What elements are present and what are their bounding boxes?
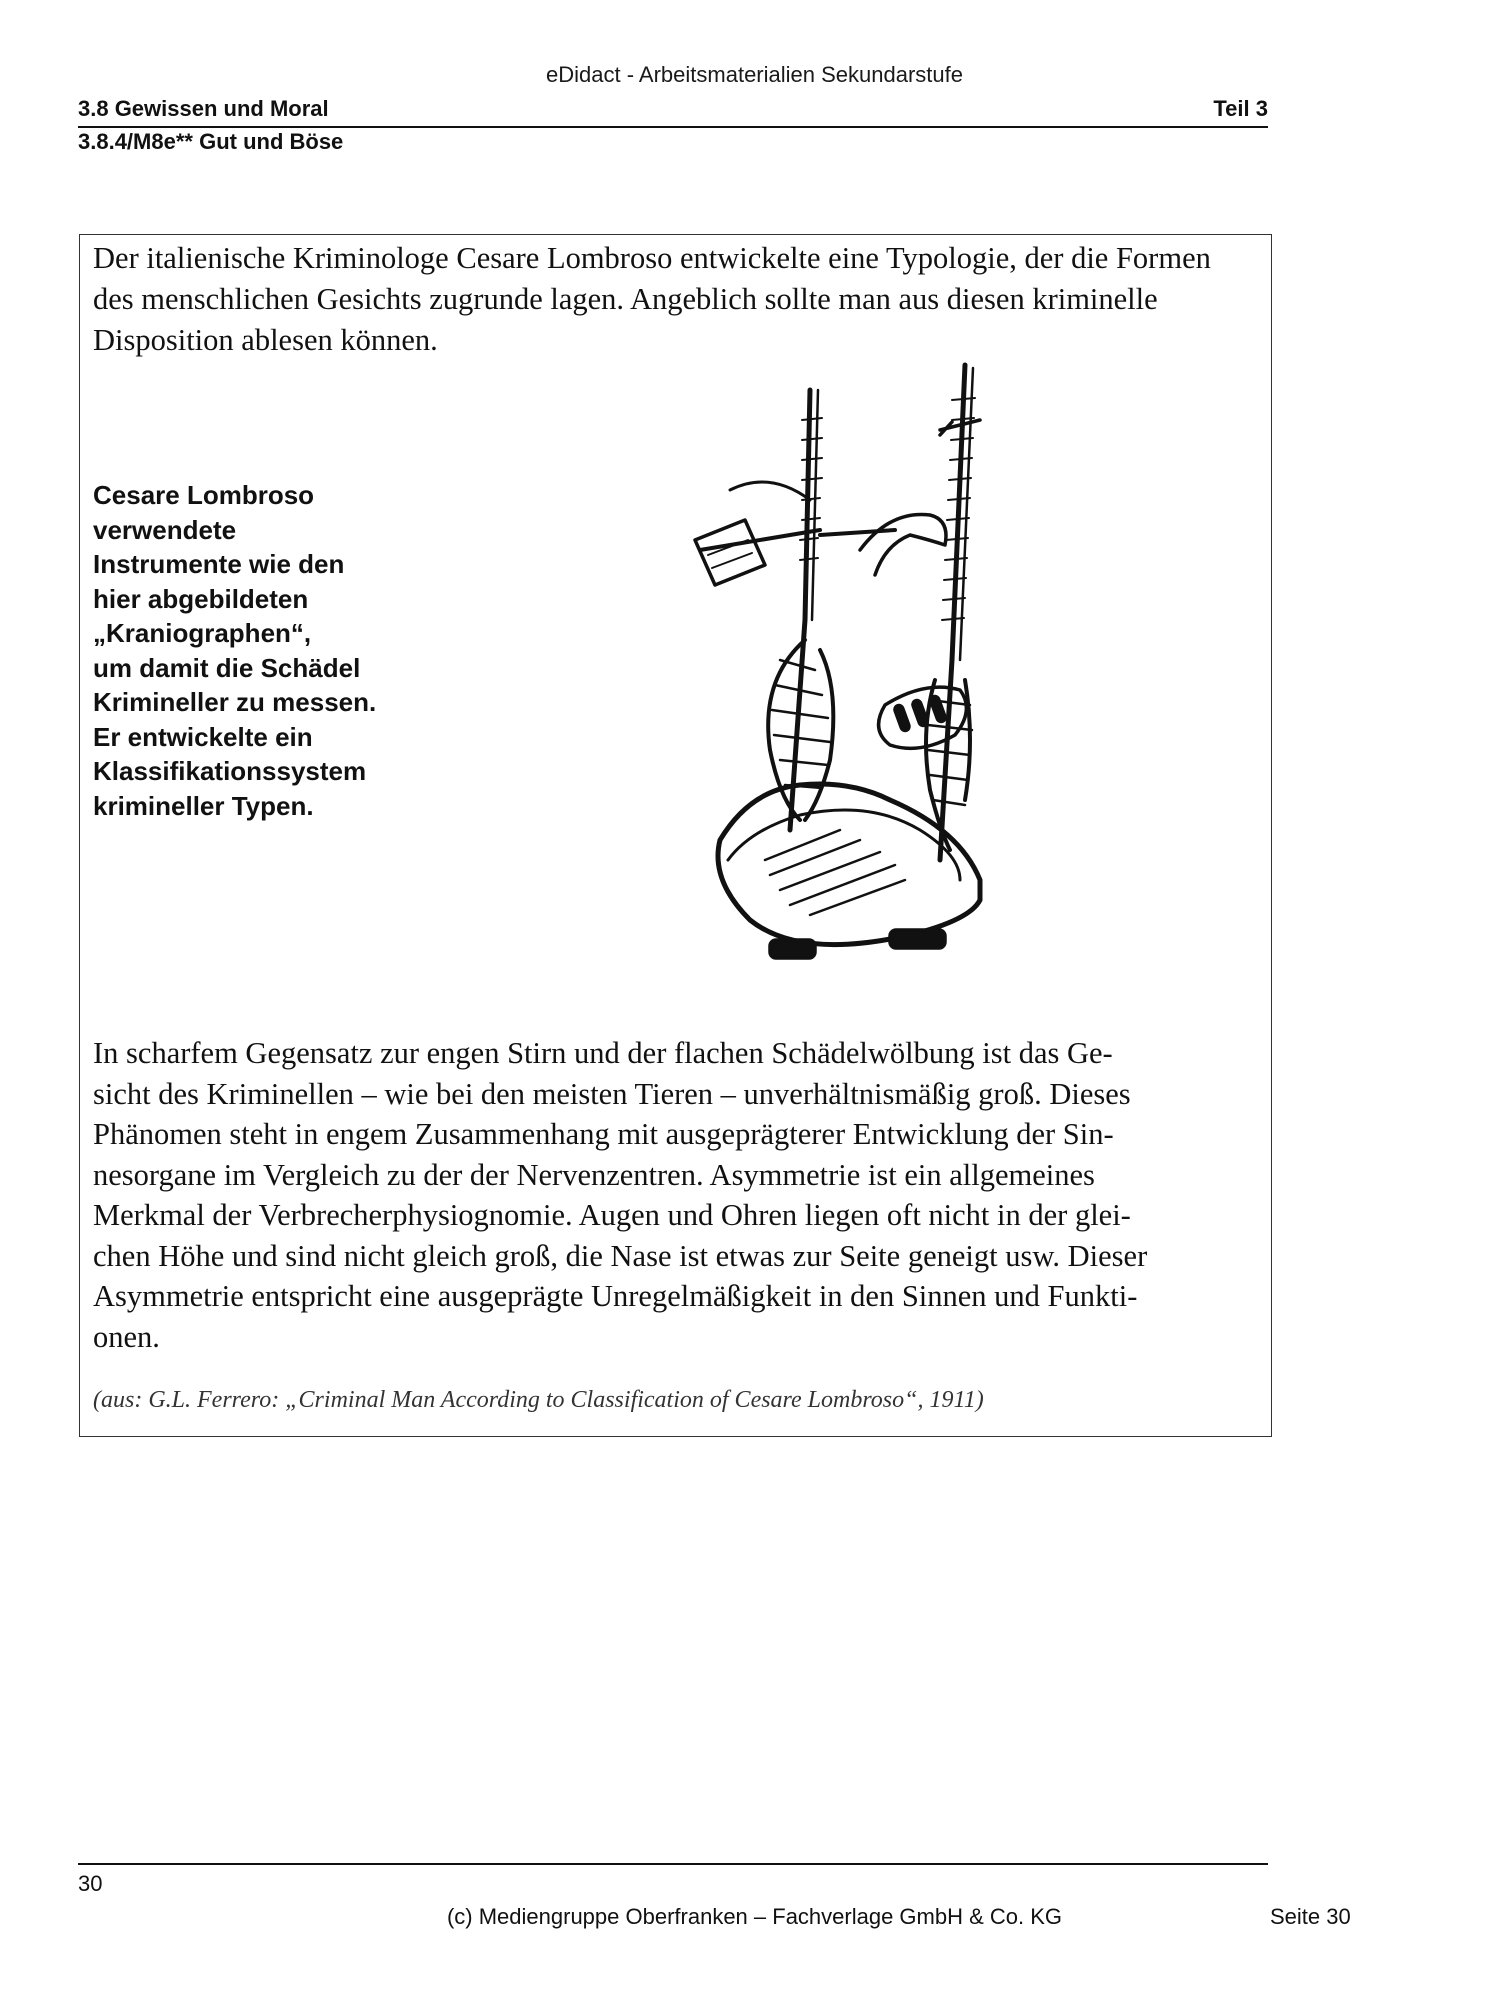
quote-line: onen. [93, 1319, 160, 1354]
caption-line: krimineller Typen. [93, 790, 314, 821]
chapter-title: 3.8 Gewissen und Moral [78, 96, 329, 121]
caption-line: verwendete [93, 514, 237, 545]
caption-line: Cesare Lombroso [93, 480, 315, 510]
caption-line: Krimineller zu messen. [93, 687, 377, 717]
quote-line: In scharfem Gegensatz zur engen Stirn und der flachen Schädelwölbung ist das Ge- [93, 1036, 1113, 1070]
chapter-header [78, 96, 1268, 124]
intro-text: Der italienische Kriminologe Cesare Lombroso entwickelte eine Typologie, der die Formen des menschlichen Gesichts zugrunde lagen. Angeblich sollte man aus diesen kriminelle Disposition ablesen können. [93, 241, 1211, 357]
caption-line: „Kraniographen“, [93, 618, 312, 648]
page-label: Seite 30 [1270, 1904, 1351, 1929]
caption-line: hier abgebildeten [93, 583, 309, 614]
caption-line: um damit die Schädel [93, 652, 361, 683]
lombroso-quote [93, 1033, 1258, 1357]
quote-line: Merkmal der Verbrecherphysiognomie. Augen und Ohren liegen oft nicht in der glei- [93, 1198, 1131, 1232]
section-title: 3.8.4/M8e** Gut und Böse [78, 129, 344, 154]
quote-line: Asymmetrie entspricht eine ausgeprägte Unregelmäßigkeit in den Sinnen und Funkti- [93, 1279, 1138, 1313]
quote-line: chen Höhe und sind nicht gleich groß, die Nase ist etwas zur Seite geneigt usw. Dieser [93, 1238, 1148, 1273]
caption-line: Klassifikationssystem [93, 756, 367, 786]
part-label: Teil 3 [1213, 96, 1268, 121]
header-divider [78, 126, 1268, 128]
site-title: eDidact - Arbeitsmaterialien Sekundarstufe [546, 62, 963, 87]
copyright-notice: (c) Mediengruppe Oberfranken – Fachverlage GmbH & Co. KG [446, 1904, 1063, 1929]
page-number: 30 [78, 1871, 103, 1896]
caption-line: Instrumente wie den [93, 549, 345, 579]
quote-line: nesorgane im Vergleich zu der der Nervenzentren. Asymmetrie ist ein allgemeines [93, 1157, 1095, 1192]
quote-line: sicht des Kriminellen – wie bei den meisten Tieren – unverhältnismäßig groß. Dieses [93, 1076, 1131, 1111]
footer-divider [78, 1863, 1268, 1865]
quote-line: Phänomen steht in engem Zusammenhang mit ausgeprägterer Entwicklung der Sin- [93, 1117, 1114, 1151]
craniograph-illustration-icon [690, 360, 1010, 980]
caption-line: Er entwickelte ein [93, 721, 313, 752]
source-citation: (aus: G.L. Ferrero: „Criminal Man According to Classification of Cesare Lombroso“, 1911) [93, 1387, 984, 1413]
illustration-caption [93, 478, 443, 823]
